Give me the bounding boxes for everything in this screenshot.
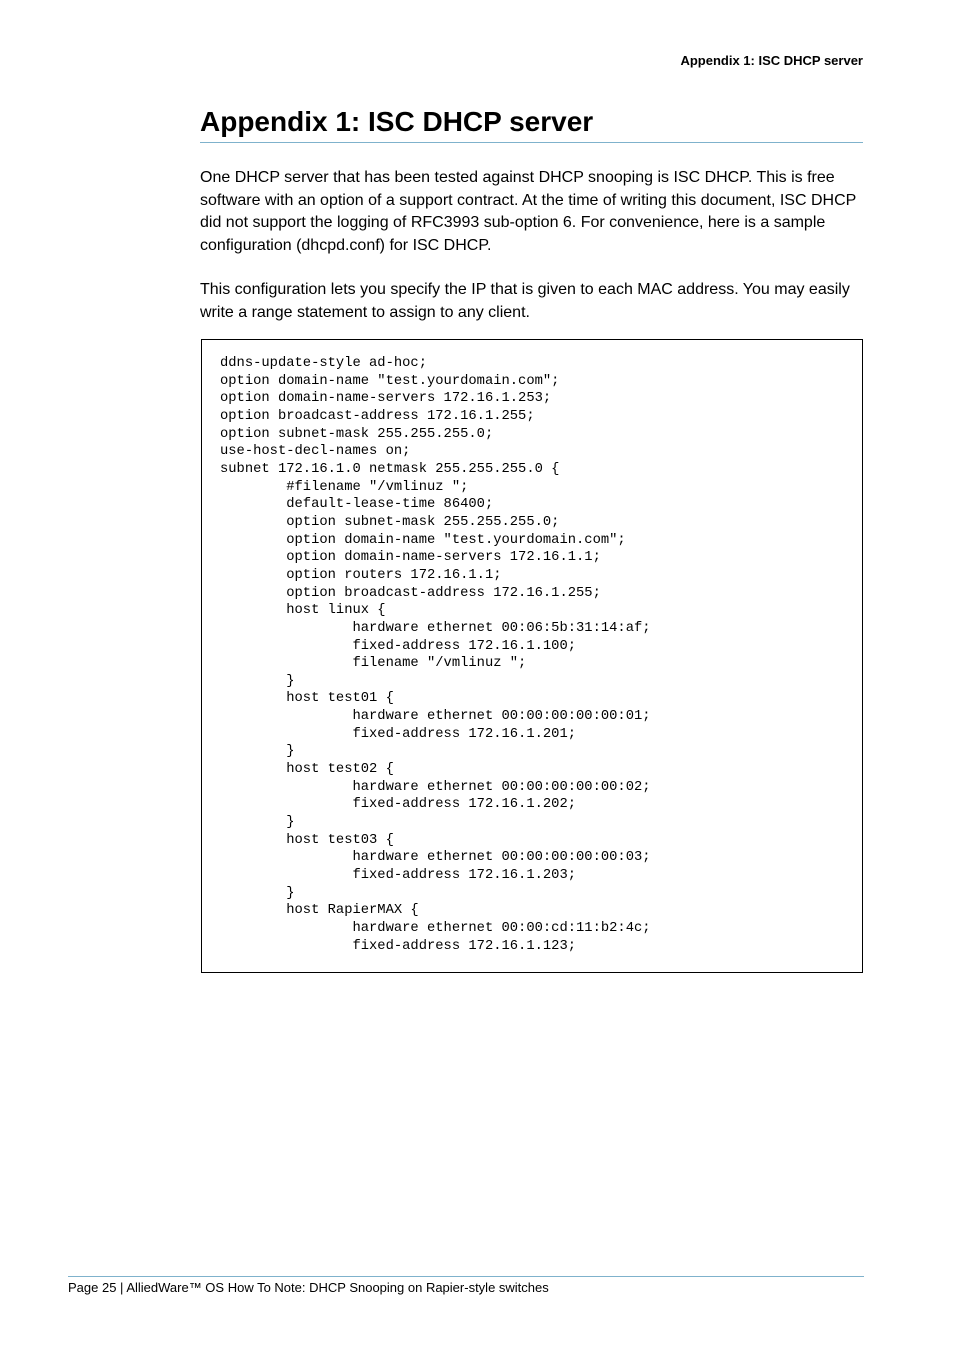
config-line: host test03 { (220, 832, 394, 848)
config-line: option subnet-mask 255.255.255.0; (220, 514, 560, 530)
config-line: option domain-name-servers 172.16.1.253; (220, 391, 552, 407)
config-line: option domain-name "test.yourdomain.com"; (220, 373, 560, 389)
config-code-box (201, 339, 863, 973)
page-title: Appendix 1: ISC DHCP server (200, 104, 863, 143)
config-line: fixed-address 172.16.1.100; (220, 638, 577, 654)
config-line: } (220, 673, 295, 689)
config-line: option broadcast-address 172.16.1.255; (220, 585, 601, 601)
config-line: option domain-name-servers 172.16.1.1; (220, 550, 601, 566)
config-line: } (220, 815, 295, 831)
config-line: host test01 { (220, 691, 394, 707)
page-footer: Page 25 | AlliedWare™ OS How To Note: DHCP Snooping on Rapier-style switches (68, 1280, 549, 1295)
intro-paragraph: One DHCP server that has been tested against DHCP snooping is ISC DHCP. This is free software with an option of a support contract. At the time of writing this document, ISC DHCP did not support the logging of RFC3993 sub-option 6. For convenience, here is a sample configuration (dhcpd.conf) for ISC DHCP. (200, 169, 857, 254)
config-line: option routers 172.16.1.1; (220, 567, 502, 583)
config-line: subnet 172.16.1.0 netmask 255.255.255.0 { (220, 461, 560, 477)
config-line: fixed-address 172.16.1.201; (220, 726, 577, 742)
config-line: default-lease-time 86400; (220, 497, 494, 513)
config-line: option broadcast-address 172.16.1.255; (220, 408, 535, 424)
config-line: fixed-address 172.16.1.123; (220, 938, 577, 954)
config-line: #filename "/vmlinuz "; (220, 479, 469, 495)
config-line: hardware ethernet 00:00:cd:11:b2:4c; (220, 921, 651, 936)
config-line: host test02 { (220, 762, 394, 778)
config-line: hardware ethernet 00:00:00:00:00:01; (220, 709, 651, 725)
config-line: hardware ethernet 00:00:00:00:00:03; (220, 850, 651, 866)
config-line: use-host-decl-names on; (220, 444, 411, 460)
config-line: option domain-name "test.yourdomain.com"; (220, 532, 626, 548)
config-line: filename "/vmlinuz "; (220, 656, 527, 672)
config-line: } (220, 744, 295, 760)
config-line: host linux { (220, 603, 386, 619)
dhcpd-conf-listing (220, 355, 651, 955)
config-line: host RapierMAX { (220, 903, 419, 919)
config-line: hardware ethernet 00:00:00:00:00:02; (220, 779, 651, 795)
footer-rule (68, 1276, 864, 1277)
config-line: fixed-address 172.16.1.203; (220, 868, 577, 884)
config-line: fixed-address 172.16.1.202; (220, 797, 577, 813)
config-description-paragraph: This configuration lets you specify the IP that is given to each MAC address. You may easily write a range statement to assign to any client. (200, 281, 850, 321)
config-line: hardware ethernet 00:06:5b:31:14:af; (220, 620, 651, 636)
config-line: ddns-update-style ad-hoc; (220, 356, 427, 371)
running-header: Appendix 1: ISC DHCP server (680, 53, 863, 68)
config-line: option subnet-mask 255.255.255.0; (220, 426, 494, 442)
config-line: } (220, 885, 295, 901)
